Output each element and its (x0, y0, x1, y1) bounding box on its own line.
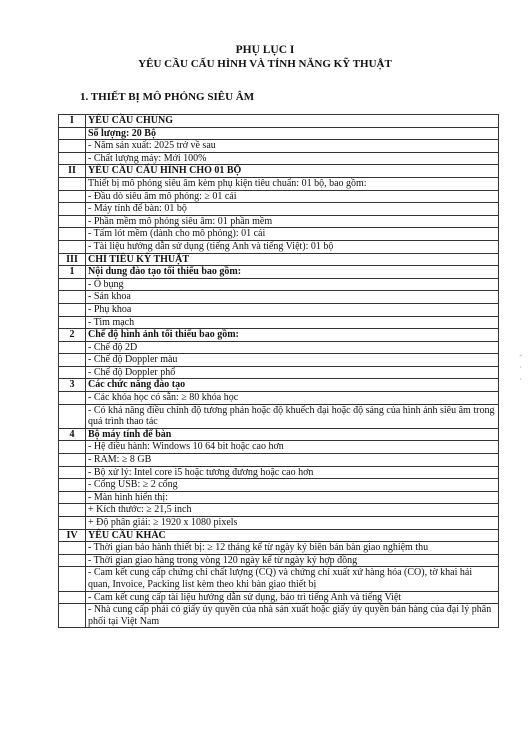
appendix-title: PHỤ LỤC I (235, 44, 295, 56)
row-number (59, 567, 86, 591)
row-text: - Màn hình hiển thị: (86, 491, 499, 504)
row-text: - Hệ điều hành: Windows 10 64 bit hoặc cao hơn (86, 441, 499, 454)
table-row (59, 253, 499, 266)
row-text: - Chế độ Doppler màu (86, 354, 499, 367)
row-text: - Nhà cung cấp phải có giấy ủy quyền của nhà sản xuất hoặc giấy ủy quyền bán hàng của đại lý phân phối tại Việt Nam (86, 604, 499, 628)
row-text: Bộ máy tính để bàn (86, 428, 499, 441)
row-text: - Cam kết cung cấp chứng chỉ chất lượng (CQ) và chứng chỉ xuất xứ hàng hóa (CO), tờ khai hải quan, Invoice, Packing list kèm theo khi bàn giao thiết bị (86, 567, 499, 591)
row-number (59, 517, 86, 530)
row-number (59, 152, 86, 165)
row-number (59, 140, 86, 153)
row-number (59, 591, 86, 604)
table-row (59, 115, 499, 128)
table-row (59, 404, 499, 428)
row-number (59, 479, 86, 492)
row-number (59, 215, 86, 228)
table-row (59, 454, 499, 467)
row-number (59, 441, 86, 454)
row-text: - Thời gian bảo hành thiết bị: ≥ 12 tháng kể từ ngày ký biên bản bàn giao nghiệm thu (86, 542, 499, 555)
table-row (59, 291, 499, 304)
row-number: I (59, 115, 86, 128)
spec-table (58, 114, 499, 628)
row-text: - Cổng USB: ≥ 2 cổng (86, 479, 499, 492)
row-number (59, 203, 86, 216)
table-row (59, 604, 499, 628)
table-row (59, 392, 499, 405)
table-row (59, 441, 499, 454)
row-number (59, 127, 86, 140)
row-text: - Đầu dò siêu âm mô phỏng: ≥ 01 cái (86, 190, 499, 203)
row-number (59, 341, 86, 354)
table-row (59, 127, 499, 140)
row-text: - Năm sản xuất: 2025 trở về sau (86, 140, 499, 153)
row-number: III (59, 253, 86, 266)
row-text: Số lượng: 20 Bộ (86, 127, 499, 140)
row-text: - Chất lượng máy: Mới 100% (86, 152, 499, 165)
section-heading: 1. THIẾT BỊ MÔ PHỎNG SIÊU ÂM (80, 91, 255, 103)
row-number (59, 354, 86, 367)
table-row (59, 240, 499, 253)
row-text: - Tim mạch (86, 316, 499, 329)
table-row (59, 152, 499, 165)
table-row (59, 341, 499, 354)
row-number (59, 454, 86, 467)
row-text: Các chức năng đào tạo (86, 379, 499, 392)
table-row (59, 479, 499, 492)
row-text: CHỈ TIÊU KỸ THUẬT (86, 253, 499, 266)
table-row (59, 379, 499, 392)
row-text: - Bộ xử lý: Intel core i5 hoặc tương đương hoặc cao hơn (86, 466, 499, 479)
row-text: - Thời gian giao hàng trong vòng 120 ngày kể từ ngày ký hợp đồng (86, 554, 499, 567)
row-text: - Ổ bụng (86, 278, 499, 291)
table-row (59, 215, 499, 228)
row-text: Thiết bị mô phỏng siêu âm kèm phụ kiện tiêu chuẩn: 01 bộ, bao gồm: (86, 177, 499, 190)
table-row (59, 316, 499, 329)
table-row (59, 354, 499, 367)
row-text: - Cam kết cung cấp tài liệu hướng dẫn sử dụng, bảo trì tiếng Anh và tiếng Việt (86, 591, 499, 604)
row-text: - Các khóa học có sẵn: ≥ 80 khóa học (86, 392, 499, 405)
table-row (59, 554, 499, 567)
row-text: - Máy tính để bàn: 01 bộ (86, 203, 499, 216)
table-row (59, 177, 499, 190)
row-text: - Sản khoa (86, 291, 499, 304)
row-number: II (59, 165, 86, 178)
row-number (59, 177, 86, 190)
table-row (59, 567, 499, 591)
row-number (59, 316, 86, 329)
table-row (59, 466, 499, 479)
row-text: - Tài liệu hướng dẫn sử dụng (tiếng Anh và tiếng Việt): 01 bộ (86, 240, 499, 253)
row-number: 4 (59, 428, 86, 441)
table-row (59, 303, 499, 316)
table-row (59, 366, 499, 379)
margin-marks: - · · (519, 351, 522, 384)
row-text: - Phần mềm mô phỏng siêu âm: 01 phần mềm (86, 215, 499, 228)
table-row (59, 591, 499, 604)
table-row (59, 228, 499, 241)
row-text: - RAM: ≥ 8 GB (86, 454, 499, 467)
row-number: IV (59, 529, 86, 542)
row-number (59, 291, 86, 304)
table-row (59, 529, 499, 542)
table-row (59, 428, 499, 441)
row-number (59, 190, 86, 203)
table-row (59, 542, 499, 555)
table-row (59, 504, 499, 517)
row-number (59, 404, 86, 428)
row-number (59, 466, 86, 479)
row-text: - Có khả năng điều chỉnh độ tương phản hoặc độ khuếch đại hoặc độ sáng của hình ảnh siêu âm trong quá trình thao tác (86, 404, 499, 428)
row-number: 1 (59, 266, 86, 279)
table-row (59, 266, 499, 279)
row-text: YÊU CẦU KHÁC (86, 529, 499, 542)
table-row (59, 517, 499, 530)
row-number (59, 392, 86, 405)
row-number (59, 278, 86, 291)
row-text: - Chế độ 2D (86, 341, 499, 354)
row-number (59, 303, 86, 316)
table-row (59, 329, 499, 342)
row-number (59, 554, 86, 567)
row-number (59, 240, 86, 253)
row-text: Nội dung đào tạo tối thiểu bao gồm: (86, 266, 499, 279)
row-text: Chế độ hình ảnh tối thiểu bao gồm: (86, 329, 499, 342)
row-number (59, 366, 86, 379)
row-text: - Chế độ Doppler phổ (86, 366, 499, 379)
row-number (59, 542, 86, 555)
table-row (59, 278, 499, 291)
row-text: YÊU CẦU CẤU HÌNH CHO 01 BỘ (86, 165, 499, 178)
row-number (59, 604, 86, 628)
table-row (59, 165, 499, 178)
row-text: YÊU CẦU CHUNG (86, 115, 499, 128)
table-row (59, 190, 499, 203)
table-row (59, 203, 499, 216)
row-number: 3 (59, 379, 86, 392)
row-number (59, 491, 86, 504)
row-text: + Kích thước: ≥ 21,5 inch (86, 504, 499, 517)
appendix-subtitle: YÊU CẦU CẤU HÌNH VÀ TÍNH NĂNG KỸ THUẬT (138, 58, 392, 70)
row-text: - Tấm lót mềm (dành cho mô phỏng): 01 cái (86, 228, 499, 241)
row-number: 2 (59, 329, 86, 342)
row-number (59, 504, 86, 517)
row-text: + Độ phân giải: ≥ 1920 x 1080 pixels (86, 517, 499, 530)
table-row (59, 491, 499, 504)
table-row (59, 140, 499, 153)
row-text: - Phụ khoa (86, 303, 499, 316)
row-number (59, 228, 86, 241)
